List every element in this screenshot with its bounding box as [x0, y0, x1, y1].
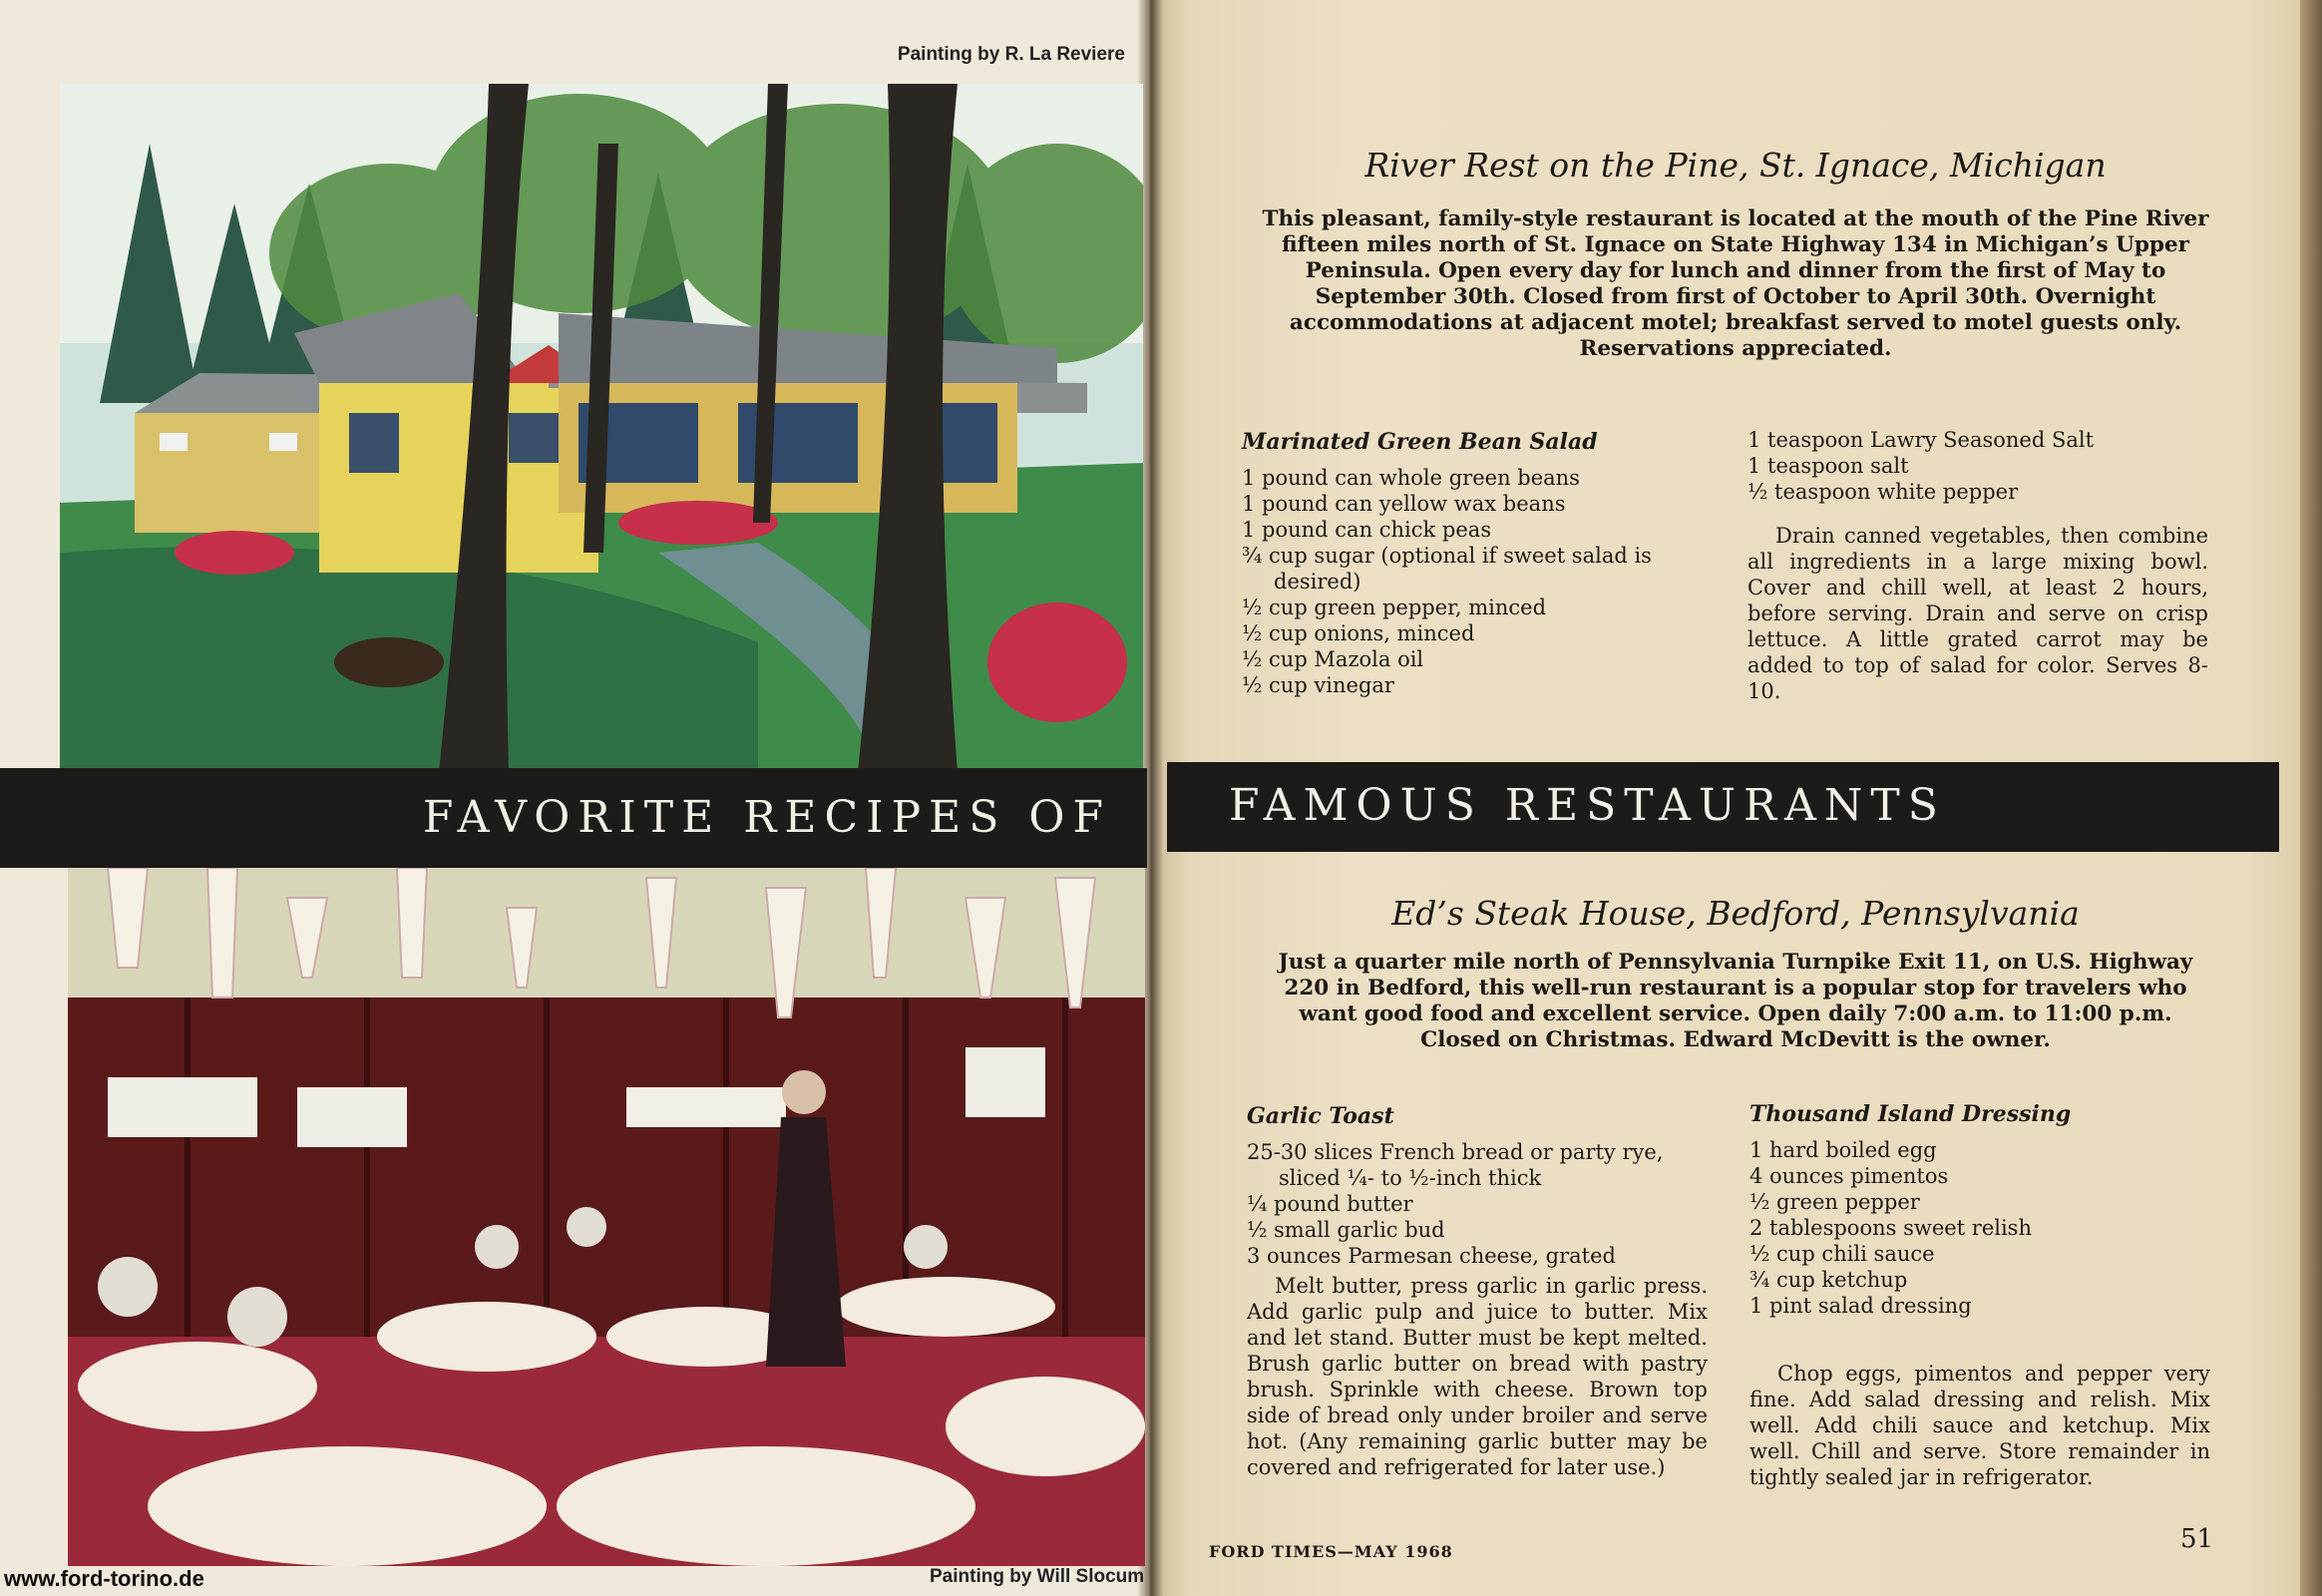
ingredient: 1 teaspoon Lawry Seasoned Salt	[1747, 428, 2095, 452]
ingredient: 1 pound can yellow wax beans	[1242, 492, 1566, 516]
ingredient: ¾ cup ketchup	[1749, 1268, 1908, 1292]
ingredient: 1 hard boiled egg	[1749, 1138, 1937, 1162]
magazine-footer: FORD TIMES—MAY 1968	[1209, 1542, 1453, 1561]
ingredient: ¼ pound butter	[1247, 1192, 1413, 1216]
series-title-left: FAVORITE RECIPES OF	[422, 792, 1111, 843]
ingredient: ½ green pepper	[1749, 1190, 1920, 1214]
salad-recipe-continued	[1747, 427, 2208, 704]
ingredient: 25-30 slices French bread or party rye, sliced ¼- to ½-inch thick	[1247, 1140, 1664, 1190]
dining-room-painting	[68, 868, 1145, 1566]
ingredient: 1 pound can chick peas	[1242, 518, 1492, 542]
salad-directions: Drain canned vegetables, then combine all ingredients in a large mixing bowl. Cover and chill well, at least 2 hours, before serving. Drain and serve on crisp lettuce. A little grated carrot may be added to top of salad for color. Serves 8-10.	[1747, 524, 2208, 703]
ingredient: 1 pint salad dressing	[1749, 1294, 1972, 1318]
ingredient: ½ cup Mazola oil	[1242, 647, 1424, 671]
title-band-right	[1167, 762, 2279, 852]
restaurant-exterior-painting	[60, 84, 1143, 772]
page-number: 51	[2180, 1524, 2214, 1554]
garlic-toast-directions: Melt butter, press garlic in garlic press. Add garlic pulp and juice to butter. Mix and let stand. Butter must be kept melted. Brush garlic butter on bread with pastry brush. Sprinkle with cheese. Brown top side of bread only under broiler and serve hot. (Any remaining garlic butter may be covered and refrigerated for later use.)	[1247, 1274, 1708, 1479]
exterior-illustration	[60, 84, 1143, 772]
salad-recipe-ingredients	[1242, 429, 1671, 698]
ingredient: ½ cup green pepper, minced	[1242, 596, 1547, 619]
ingredient: 3 ounces Parmesan cheese, grated	[1247, 1244, 1616, 1268]
garlic-toast-recipe	[1247, 1103, 1708, 1480]
watermark: www.ford-torino.de	[4, 1566, 204, 1591]
salad-recipe-title: Marinated Green Bean Salad	[1242, 429, 1598, 455]
ingredient: ½ cup vinegar	[1242, 673, 1394, 697]
dressing-directions: Chop eggs, pimentos and pepper very fine. Add salad dressing and relish. Mix well. Add chili sauce and ketchup. Mix well. Chill and serve. Store remainder in tightly sealed jar in refrigerator.	[1749, 1362, 2210, 1489]
ingredient-list	[1749, 1137, 2210, 1319]
ingredient: 1 teaspoon salt	[1747, 454, 1909, 478]
restaurant-1-intro: This pleasant, family-style restaurant is located at the mouth of the Pine River fifteen miles north of St. Ignace on State Highway 134 in Michigan’s Upper Peninsula. Open every day for lunch and dinner from the first of May to September 30th. Closed from first of October to April 30th. Overnight accommodations at adjacent motel; breakfast served to motel guests only. Reservations appreciated.	[1262, 206, 2209, 361]
series-title-right: FAMOUS RESTAURANTS	[1229, 780, 1946, 831]
ingredient-list	[1747, 427, 2208, 505]
ingredient: ½ cup onions, minced	[1242, 621, 1475, 645]
ingredient: ¾ cup sugar (optional if sweet salad is desired)	[1242, 544, 1652, 594]
dressing-title: Thousand Island Dressing	[1749, 1101, 2072, 1127]
ingredient: ½ small garlic bud	[1247, 1218, 1445, 1242]
ingredient: ½ cup chili sauce	[1749, 1242, 1935, 1266]
dressing-recipe	[1749, 1101, 2210, 1490]
garlic-toast-title: Garlic Toast	[1247, 1103, 1394, 1129]
ingredient: 1 pound can whole green beans	[1242, 466, 1580, 490]
restaurant-2-title: Ed’s Steak House, Bedford, Pennsylvania	[1391, 894, 2080, 933]
restaurant-2-intro: Just a quarter mile north of Pennsylvania Turnpike Exit 11, on U.S. Highway 220 in Bedford, this well-run restaurant is a popular stop for travelers who want good food and excellent service. Open daily 7:00 a.m. to 11:00 p.m. Closed on Christmas. Edward McDevitt is the owner.	[1278, 950, 2193, 1052]
restaurant-1-title: River Rest on the Pine, St. Ignace, Michigan	[1364, 146, 2107, 185]
title-band-left	[0, 768, 1147, 868]
ingredient-list	[1247, 1139, 1708, 1269]
painting-credit-top: Painting by R. La Reviere	[897, 44, 1125, 65]
binding-edge	[2300, 0, 2322, 1596]
ingredient: 2 tablespoons sweet relish	[1749, 1216, 2032, 1240]
painting-credit-bottom: Painting by Will Slocum	[930, 1566, 1145, 1587]
ingredient: ½ teaspoon white pepper	[1747, 480, 2019, 504]
ingredient: 4 ounces pimentos	[1749, 1164, 1949, 1188]
ingredient-list	[1242, 465, 1671, 698]
dining-room-illustration	[68, 868, 1145, 1566]
